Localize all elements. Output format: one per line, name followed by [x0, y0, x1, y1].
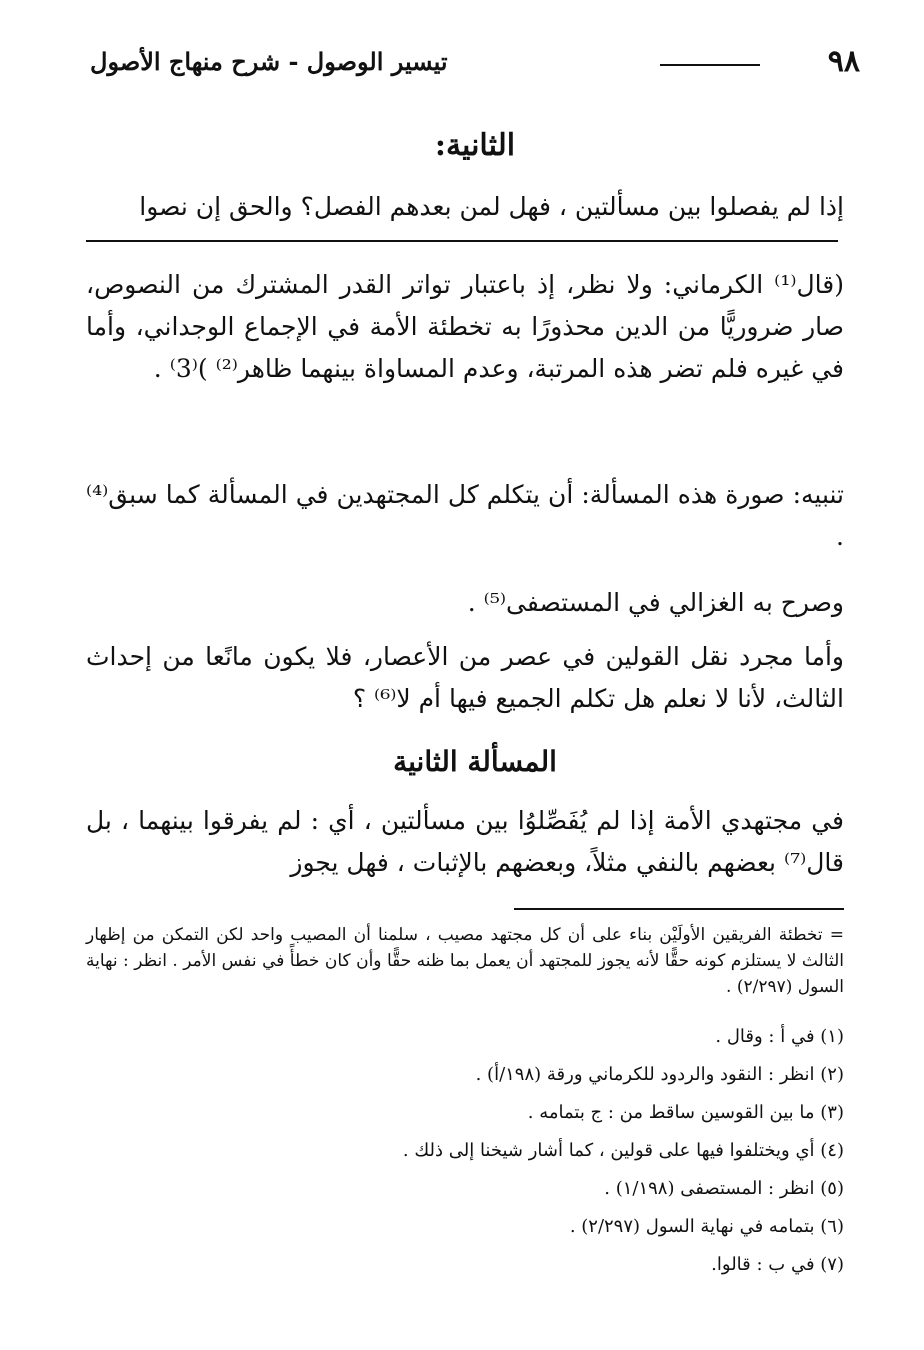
footnote-2: (٢) انظر : النقود والردود للكرماني ورقة (١٩٨/أ) . [475, 1064, 844, 1085]
majority-paragraph: وأما مجرد نقل القولين في عصر من الأعصار، فلا يكون مانًعا من إحداث الثالث، لأنا لا نعلم هل تكلم الجميع فيها أم لا⁽⁶⁾ ؟ [86, 642, 844, 713]
footnote-continuation: = تخطئة الفريقين الأولَيْن بناء على أن كل مجتهد مصيب ، سلمنا أن المصيب واحد لكن التمكن من إظهار الثالث لا يستلزم كونه حقًّا لأنه يجوز للمجتهد أن يعمل بما ظنه حقًّا وأن كان خطأً في نفس الأمر . انظر : نهاية السول (٢/٢٩٧) . [86, 925, 844, 997]
ghazali-paragraph: وصرح به الغزالي في المستصفى⁽⁵⁾ . [467, 588, 844, 617]
issue-heading: المسألة الثانية [393, 745, 557, 778]
header-rule [660, 64, 760, 66]
footnote-4: (٤) أي ويختلفوا فيها على قولين ، كما أشار شيخنا إلى ذلك . [402, 1140, 844, 1161]
note-paragraph: تنبيه: صورة هذه المسألة: أن يتكلم كل المجتهدين في المسألة كما سبق⁽⁴⁾ . [86, 480, 844, 551]
answer-paragraph: في مجتهدي الأمة إذا لم يُفَصِّلوُا بين مسألتين ، أي : لم يفرقوا بينهما ، بل قال⁽⁷⁾ بعضهم بالنفي مثلاً، وبعضهم بالإثبات ، فهل يجوز [86, 806, 844, 877]
footnote-1: (١) في أ : وقال . [715, 1026, 844, 1047]
page-number: ٩٨ [827, 44, 860, 79]
footnote-3: (٣) ما بين القوسين ساقط من : ج بتمامه . [527, 1102, 844, 1123]
footnote-7: (٧) في ب : قالوا. [711, 1254, 844, 1275]
section-heading: الثانية: [434, 128, 516, 163]
footnote-6: (٦) بتمامه في نهاية السول (٢/٢٩٧) . [569, 1216, 844, 1237]
page-header [90, 44, 860, 84]
question-text: إذا لم يفصلوا بين مسألتين ، فهل لمن بعدهم الفصل؟ والحق إن نصوا [139, 192, 844, 221]
question-rule [86, 240, 838, 242]
running-title: تيسير الوصول - شرح منهاج الأصول [90, 47, 448, 76]
footnotes-list [84, 1018, 844, 1284]
footnote-5: (٥) انظر : المستصفى (١/١٩٨) . [604, 1178, 844, 1199]
footnote-rule [514, 908, 844, 910]
quote-paragraph: (قال⁽¹⁾ الكرماني: ولا نظر، إذ باعتبار تواتر القدر المشترك من النصوص، صار ضروريًّا من الدين محذورًا به تخطئة الأمة في الإجماع الوجداني، وأما في غيره فلم تضر هذه المرتبة، وعدم المساواة بينهما ظاهر⁽²⁾ )⁽3⁾ . [86, 270, 844, 383]
